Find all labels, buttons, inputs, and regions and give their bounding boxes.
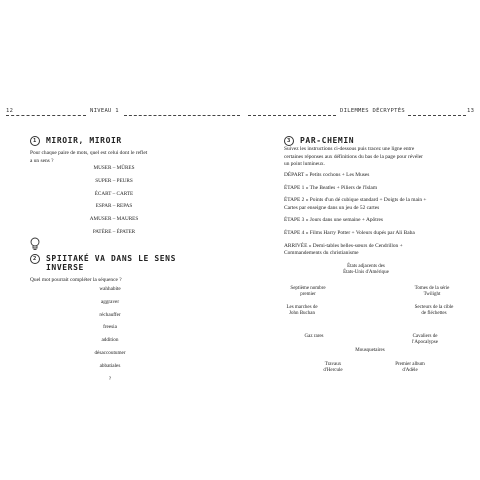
- list-item: AMUSER – MAURES: [89, 216, 139, 223]
- section-title: PAR-CHEMIN: [300, 136, 355, 145]
- section-3-heading: [284, 136, 354, 146]
- section-number: 1: [30, 136, 40, 146]
- list-item: réchauffer: [99, 311, 121, 318]
- section-1-question: Pour chaque paire de mots, quel est celui dont le reflet a un sens ?: [30, 150, 148, 164]
- section-3-intro: Suivez les instructions ci-dessous puis tracez une ligne entre certaines réponses aux définitions du bas de la page pour révéler un point lumineux.: [284, 146, 423, 168]
- section-1-heading: [30, 136, 122, 146]
- left-page-number: 12: [6, 108, 14, 114]
- header-rule: [408, 115, 466, 116]
- section-title: MIROIR, MIROIR: [46, 136, 122, 145]
- answer-node: États adjacents des États-Unis d'Amérique: [343, 264, 389, 276]
- left-running-title: NIVEAU 1: [90, 108, 119, 114]
- list-item: PATÈRE – ÉPATER: [92, 228, 136, 235]
- section-number: 3: [284, 136, 294, 146]
- list-item: ESPAR – REPAS: [95, 203, 133, 210]
- right-page-number: 13: [467, 108, 475, 114]
- list-item: ÉCART – CARTE: [94, 190, 134, 197]
- step-item: ÉTAPE 1 » The Beatles + Piliers de l'Islam: [284, 184, 378, 191]
- answer-node: Gaz rares: [304, 334, 324, 339]
- right-running-title: DILEMMES DÉCRYPTÉS: [340, 108, 406, 114]
- section-title: SPIITAKÉ VA DANS LE SENS INVERSE: [46, 254, 176, 272]
- answer-node: Travaux d'Hercule: [323, 362, 343, 374]
- step-item: ÉTAPE 3 » Jours dans une semaine + Apôtres: [284, 217, 384, 224]
- list-item: addition: [101, 337, 119, 344]
- list-item: freesia: [103, 324, 117, 331]
- step-item: ÉTAPE 2 » Points d'un dé cubique standard + Doigts de la main + Cartes par enseigne dans un jeu de 52 cartes: [284, 197, 427, 211]
- lightbulb-icon: [30, 237, 40, 251]
- header-rule: [248, 115, 336, 116]
- list-item: désaccoutumer: [94, 349, 126, 356]
- answer-node: Tomes de la série Twilight: [414, 286, 450, 298]
- answer-node: Mousquetaires: [355, 348, 385, 353]
- step-item: ÉTAPE 4 » Films Harry Potter + Voleurs dupés par Ali Baba: [284, 229, 415, 236]
- word-sequence-list: [60, 283, 160, 385]
- answer-node: Cavaliers de l'Apocalypse: [412, 334, 438, 346]
- section-2-heading: [30, 254, 176, 272]
- list-item: abbatiales: [99, 362, 121, 369]
- section-3-steps: [284, 172, 474, 258]
- list-item: wahhabite: [99, 286, 121, 292]
- answer-node: Septième nombre premier: [290, 286, 326, 298]
- list-item: ?: [108, 375, 112, 382]
- step-item: ARRIVÉE » Demi-tables belles-sœurs de Cendrillon + Commandements du christianisme: [284, 242, 403, 257]
- list-item: SUPER – PEURS: [95, 177, 133, 184]
- step-item: DÉPART » Petits cochons + Les Muses: [284, 172, 370, 178]
- list-item: aggraver: [100, 298, 120, 305]
- word-pair-list: [64, 162, 164, 239]
- header-rule: [6, 115, 86, 116]
- answer-node: Secteurs de la cible de fléchettes: [414, 305, 454, 317]
- header-rule: [124, 115, 240, 116]
- list-item: MUSER – MÛRES: [93, 165, 135, 171]
- section-number: 2: [30, 254, 40, 264]
- answer-node: Les marches de John Buchan: [286, 305, 318, 317]
- answer-node: Premier album d'Adèle: [395, 362, 425, 374]
- section-2-question: Quel mot pourrait compléter la séquence ?: [30, 277, 122, 283]
